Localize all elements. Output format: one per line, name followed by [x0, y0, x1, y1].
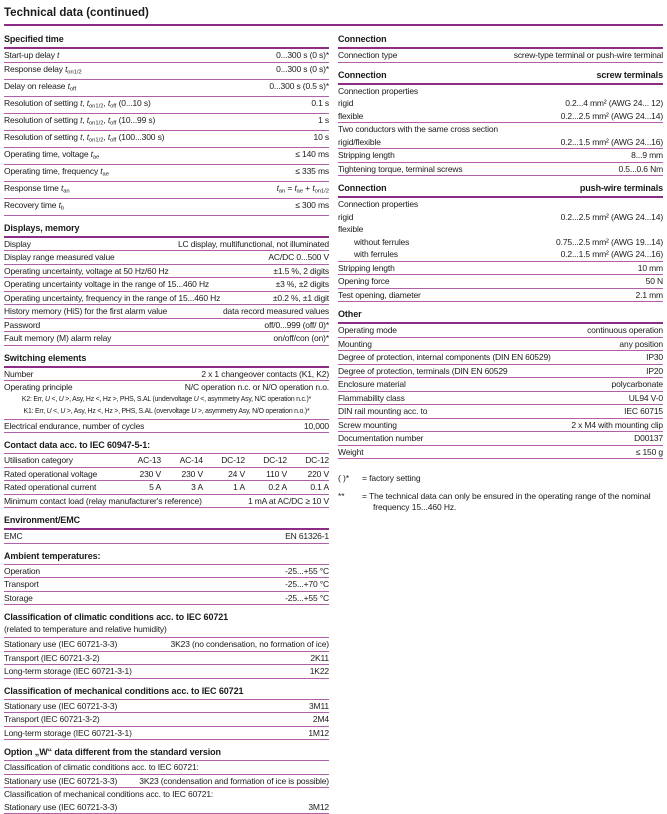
section-subtitle: (related to temperature and relative humidity) — [4, 623, 329, 635]
row-label: Long-term storage (IEC 60721-3-1) — [4, 666, 310, 677]
section-title: Switching elements — [4, 353, 86, 364]
row-value: 3K23 (condensation and formation of ice is possible) — [139, 776, 329, 787]
row-value: 1 mA at AC/DC ≥ 10 V — [248, 496, 329, 507]
spec-row — [338, 136, 663, 150]
spec-row — [338, 446, 663, 460]
section-title: Connection — [338, 70, 387, 81]
row-label: Weight — [338, 447, 636, 458]
row-label: Operating mode — [338, 325, 587, 336]
spec-row — [4, 775, 329, 789]
row-value: ≤ 150 g — [636, 447, 663, 458]
row-label: Connection properties — [338, 86, 663, 97]
section-rows — [4, 761, 329, 814]
section-title-right: push-wire terminals — [580, 183, 663, 194]
row-value: ≤ 335 ms — [295, 166, 329, 177]
row-label: Stationary use (IEC 60721-3-3) — [4, 776, 139, 787]
spec-row — [4, 420, 329, 434]
spec-row — [338, 289, 663, 303]
footnote-factory-setting — [338, 473, 663, 484]
row-label: Transport (IEC 60721-3-2) — [4, 653, 310, 664]
spec-row — [4, 788, 329, 801]
section-head — [338, 68, 663, 85]
row-label: Long-term storage (IEC 60721-3-1) — [4, 728, 308, 739]
section-title: Other — [338, 309, 362, 320]
row-label: History memory (HiS) for the first alarm value — [4, 306, 223, 317]
section-head — [4, 32, 329, 49]
row-label: Stationary use (IEC 60721-3-3) — [4, 701, 309, 712]
section-head — [4, 745, 329, 761]
row-label: Operating time, voltage tae — [4, 149, 295, 163]
row-value: AC/DC 0...500 V — [268, 252, 329, 263]
spec-row — [338, 262, 663, 276]
row-value: ±1.5 %, 2 digits — [273, 266, 329, 277]
section-rows — [4, 700, 329, 741]
section-title: Classification of mechanical conditions acc. to IEC 60721 — [4, 686, 243, 697]
row-label: Response delay ton1/2 — [4, 64, 276, 78]
row-value: 0.2...4 mm² (AWG 24... 12) — [565, 98, 663, 109]
row-value: DC-12 — [203, 455, 245, 466]
spec-row — [4, 319, 329, 333]
row-value: 3K23 (no condensation, no formation of ice) — [171, 639, 329, 650]
footnote-marker: ** — [338, 491, 362, 513]
spec-row — [4, 495, 329, 509]
row-label: Degree of protection, terminals (DIN EN 60529 — [338, 366, 646, 377]
row-value: N/C operation n.c. or N/O operation n.o. — [185, 382, 329, 393]
row-label: Rated operational voltage — [4, 469, 119, 480]
section — [4, 32, 329, 216]
row-value: 1M12 — [308, 728, 329, 739]
section-head — [338, 32, 663, 49]
row-value: 2.1 mm — [636, 290, 663, 301]
section-head — [4, 610, 329, 638]
section-rows — [4, 530, 329, 544]
row-label: Enclosure material — [338, 379, 612, 390]
section-title-row — [4, 747, 329, 758]
section-title: Option „W“ data different from the standard version — [4, 747, 221, 758]
spec-row — [4, 332, 329, 346]
row-label: Mounting — [338, 339, 619, 350]
section — [4, 513, 329, 544]
spec-row — [4, 481, 329, 495]
spec-row — [4, 761, 329, 775]
row-value: 10 s — [314, 132, 329, 143]
row-value: EN 61326-1 — [285, 531, 329, 542]
spec-row — [4, 80, 329, 97]
row-value: 2M4 — [313, 714, 329, 725]
row-label: Transport — [4, 579, 285, 590]
row-value: 2 x M4 with mounting clip — [571, 420, 663, 431]
spec-row: K1: Err, U <, U >, Asy, Hz <, Hz >, PHS, S.AL (overvoltage U >, asymmetry Asy, N/O operation n.o.)* — [4, 406, 329, 420]
section-head — [338, 307, 663, 324]
row-label: Resolution of setting t, ton1/2, toff (0...10 s) — [4, 98, 311, 112]
section-rows — [338, 324, 663, 459]
row-label: Display — [4, 239, 178, 250]
row-value: 230 V — [161, 469, 203, 480]
row-value: 0.1 s — [311, 98, 329, 109]
row-value: IP30 — [646, 352, 663, 363]
row-value: -25...+70 °C — [285, 579, 329, 590]
section-title: Ambient temperatures: — [4, 551, 100, 562]
row-label: Flammability class — [338, 393, 629, 404]
spec-row — [338, 198, 663, 211]
section-head — [4, 513, 329, 530]
row-value: 3M12 — [308, 802, 329, 813]
row-label: Operating principle — [4, 382, 185, 393]
row-label: Operation — [4, 566, 285, 577]
spec-row — [338, 163, 663, 177]
column-left-sections — [4, 32, 329, 814]
row-label: Tightening torque, terminal screws — [338, 164, 619, 175]
section-title-right: screw terminals — [596, 70, 663, 81]
row-value: IP20 — [646, 366, 663, 377]
spec-row — [4, 182, 329, 199]
row-value: tan = tae + ton1/2 — [277, 183, 329, 197]
section — [4, 438, 329, 508]
spec-row — [4, 454, 329, 468]
two-column-layout — [4, 27, 663, 814]
row-value: any position — [619, 339, 663, 350]
row-label: Rated operational current — [4, 482, 119, 493]
row-label: Password — [4, 320, 264, 331]
row-label: Opening force — [338, 276, 646, 287]
row-label: Operating time, frequency tae — [4, 166, 295, 180]
row-label: rigid — [338, 212, 561, 223]
row-label: Test opening, diameter — [338, 290, 636, 301]
row-label: Response time tan — [4, 183, 277, 197]
row-value: data record measured values — [223, 306, 329, 317]
row-value: -25...+55 °C — [285, 566, 329, 577]
row-value: 1 A — [203, 482, 245, 493]
section-rows — [4, 565, 329, 606]
section-rows — [4, 238, 329, 346]
spec-row — [4, 381, 329, 394]
row-value: D00137 — [634, 433, 663, 444]
row-label: Connection type — [338, 50, 514, 61]
row-label: Display range measured value — [4, 252, 268, 263]
spec-row — [4, 578, 329, 592]
footnote-marker: ( )* — [338, 473, 362, 484]
spec-row — [4, 49, 329, 63]
row-value: 10,000 — [304, 421, 329, 432]
section-title-row — [4, 353, 329, 364]
section-head — [4, 221, 329, 238]
row-label: Stationary use (IEC 60721-3-3) — [4, 802, 308, 813]
row-label: Operating uncertainty voltage in the range of 15...460 Hz — [4, 279, 276, 290]
row-label: flexible — [338, 224, 663, 235]
section-title-row — [338, 183, 663, 194]
row-value: AC-14 — [161, 455, 203, 466]
row-value: LC display, multifunctional, not illuminated — [178, 239, 329, 250]
row-label: Operating uncertainty, voltage at 50 Hz/60 Hz — [4, 266, 273, 277]
section-title-row — [338, 70, 663, 81]
section-rows — [4, 49, 329, 216]
footnote-nominal-frequency — [338, 491, 663, 513]
section-title: Connection — [338, 183, 387, 194]
row-value: 0.5...0.6 Nm — [619, 164, 664, 175]
row-label: Storage — [4, 593, 285, 604]
row-label: Number — [4, 369, 201, 380]
spec-row — [338, 378, 663, 392]
section-rows — [338, 198, 663, 302]
section-title-row — [4, 515, 329, 526]
spec-row — [4, 199, 329, 216]
spec-row — [338, 365, 663, 379]
row-label: Recovery time tb — [4, 200, 295, 214]
row-value: 50 N — [646, 276, 663, 287]
section-head — [4, 438, 329, 454]
row-value: ±0.2 %, ±1 digit — [273, 293, 329, 304]
row-value: 2K11 — [310, 653, 329, 664]
row-values — [119, 455, 329, 466]
row-value: 1K22 — [310, 666, 329, 677]
section-title: Environment/EMC — [4, 515, 80, 526]
section-title: Displays, memory — [4, 223, 79, 234]
spec-row — [4, 292, 329, 306]
spec-row — [4, 114, 329, 131]
row-label: Screw mounting — [338, 420, 571, 431]
section — [4, 549, 329, 606]
section-head — [4, 351, 329, 368]
row-label: Stripping length — [338, 150, 631, 161]
spec-row — [338, 149, 663, 163]
spec-row — [338, 351, 663, 365]
spec-row — [4, 638, 329, 652]
row-value: 0.2...2.5 mm² (AWG 24...14) — [561, 212, 663, 223]
row-value: -25...+55 °C — [285, 593, 329, 604]
section — [4, 684, 329, 741]
section-title-row — [4, 34, 329, 45]
row-label: Delay on release toff — [4, 81, 269, 95]
row-label: EMC — [4, 531, 285, 542]
spec-row — [338, 49, 663, 63]
section-title: Connection — [338, 34, 387, 45]
section-rows — [338, 49, 663, 63]
spec-row — [4, 251, 329, 265]
spec-row — [338, 211, 663, 224]
row-value: 0.2 A — [245, 482, 287, 493]
row-label: with ferrules — [338, 249, 561, 260]
section — [338, 307, 663, 459]
row-value: 0.2...1.5 mm² (AWG 24...16) — [561, 137, 663, 148]
spec-row — [338, 236, 663, 249]
section — [4, 351, 329, 434]
section-rows — [4, 368, 329, 434]
spec-row — [4, 165, 329, 182]
column-right — [338, 27, 663, 814]
spec-row — [4, 97, 329, 114]
row-label: DIN rail mounting acc. to — [338, 406, 624, 417]
row-value: 0...300 s (0.5 s)* — [269, 81, 329, 92]
spec-row — [4, 265, 329, 279]
row-value: 3M11 — [309, 701, 329, 712]
spec-row — [338, 248, 663, 262]
row-value: 110 V — [245, 469, 287, 480]
column-left — [4, 27, 329, 814]
row-value: polycarbonate — [612, 379, 663, 390]
row-value: 2 x 1 changeover contacts (K1, K2) — [201, 369, 329, 380]
row-value: continuous operation — [587, 325, 663, 336]
row-label: Utilisation category — [4, 455, 119, 466]
spec-row — [4, 278, 329, 292]
spec-row — [4, 131, 329, 148]
spec-row — [338, 432, 663, 446]
row-label: Stationary use (IEC 60721-3-3) — [4, 639, 171, 650]
row-label: Two conductors with the same cross section — [338, 124, 663, 135]
row-label: Stripping length — [338, 263, 638, 274]
spec-row: K2: Err, U <, U >, Asy, Hz <, Hz >, PHS, S.AL (undervoltage U <, asymmetry Asy, N/C operation n.c.)* — [4, 394, 329, 407]
spec-row — [4, 565, 329, 579]
row-values — [119, 469, 329, 480]
section — [4, 610, 329, 679]
row-label: Classification of mechanical conditions acc. to IEC 60721: — [4, 789, 329, 800]
footnote-text: = factory setting — [362, 473, 663, 484]
row-label: Connection properties — [338, 199, 663, 210]
row-value: off/0...999 (off/ 0)* — [264, 320, 329, 331]
row-value: ±3 %, ±2 digits — [276, 279, 329, 290]
column-right-sections — [338, 32, 663, 459]
row-label: Degree of protection, internal components (DIN EN 60529) — [338, 352, 646, 363]
section-title-row — [4, 612, 329, 623]
row-value: 0.2...2.5 mm² (AWG 24...14) — [561, 111, 663, 122]
row-value: 0...300 s (0 s)* — [276, 64, 329, 75]
section-head — [4, 684, 329, 700]
spec-row — [338, 123, 663, 136]
row-value: ≤ 300 ms — [295, 200, 329, 211]
row-value: 10 mm — [638, 263, 663, 274]
row-label: rigid/flexible — [338, 137, 561, 148]
spec-row — [4, 368, 329, 382]
row-value: 0.2...1.5 mm² (AWG 24...16) — [561, 249, 663, 260]
spec-row — [338, 110, 663, 124]
section-rows — [338, 85, 663, 177]
section-head — [338, 181, 663, 198]
section-title-row — [4, 551, 329, 562]
spec-row — [4, 713, 329, 727]
row-value: ≤ 140 ms — [295, 149, 329, 160]
spec-row — [338, 338, 663, 352]
spec-row — [4, 468, 329, 482]
section-rows — [4, 638, 329, 679]
footnotes — [338, 473, 663, 513]
section-title-row — [4, 223, 329, 234]
row-value: 3 A — [161, 482, 203, 493]
row-value: UL94 V-0 — [629, 393, 663, 404]
row-label: Resolution of setting t, ton1/2, toff (10...99 s) — [4, 115, 318, 129]
spec-row — [338, 85, 663, 98]
section — [338, 181, 663, 302]
spec-row — [4, 652, 329, 666]
spec-row — [338, 324, 663, 338]
spec-row — [4, 801, 329, 814]
row-value: DC-12 — [245, 455, 287, 466]
row-label: Operating uncertainty, frequency in the range of 15...460 Hz — [4, 293, 273, 304]
row-label: rigid — [338, 98, 565, 109]
row-value: 0.1 A — [287, 482, 329, 493]
row-value: 220 V — [287, 469, 329, 480]
footnote-text: = The technical data can only be ensured in the operating range of the nominal frequency 15...460 Hz. — [362, 491, 663, 513]
row-label: Start-up delay t — [4, 50, 276, 61]
section-title-row — [338, 34, 663, 45]
row-value: 230 V — [119, 469, 161, 480]
section-title-row — [4, 440, 329, 451]
row-value: 24 V — [203, 469, 245, 480]
spec-row — [338, 275, 663, 289]
spec-row — [4, 238, 329, 252]
spec-row — [4, 727, 329, 741]
row-value: DC-12 — [287, 455, 329, 466]
spec-row — [4, 148, 329, 165]
row-value: 1 s — [318, 115, 329, 126]
spec-row — [338, 97, 663, 110]
section — [338, 32, 663, 63]
row-value: 0.75...2.5 mm² (AWG 19...14) — [556, 237, 663, 248]
row-label: without ferrules — [338, 237, 556, 248]
spec-row — [4, 592, 329, 606]
spec-row — [338, 419, 663, 433]
row-value: 5 A — [119, 482, 161, 493]
section-head — [4, 549, 329, 565]
row-label: Resolution of setting t, ton1/2, toff (100...300 s) — [4, 132, 314, 146]
row-label: Electrical endurance, number of cycles — [4, 421, 304, 432]
row-value: 0...300 s (0 s)* — [276, 50, 329, 61]
row-label: Fault memory (M) alarm relay — [4, 333, 273, 344]
row-value: 8...9 mm — [631, 150, 663, 161]
row-label: Classification of climatic conditions acc. to IEC 60721: — [4, 762, 329, 773]
page-title: Technical data (continued) — [4, 5, 663, 26]
row-values — [119, 482, 329, 493]
row-label: Transport (IEC 60721-3-2) — [4, 714, 313, 725]
row-value: screw-type terminal or push-wire terminal — [514, 50, 663, 61]
section — [338, 68, 663, 177]
spec-row — [338, 405, 663, 419]
spec-row — [4, 700, 329, 714]
spec-row — [338, 392, 663, 406]
spec-row — [338, 223, 663, 236]
section-title: Contact data acc. to IEC 60947-5-1: — [4, 440, 150, 451]
section — [4, 221, 329, 346]
row-label: flexible — [338, 111, 561, 122]
row-label: Minimum contact load (relay manufacturer's reference) — [4, 496, 248, 507]
spec-row — [4, 305, 329, 319]
row-value: on/off/con (on)* — [273, 333, 329, 344]
section-rows — [4, 454, 329, 508]
spec-row — [4, 530, 329, 544]
spec-row — [4, 665, 329, 679]
spec-row — [4, 63, 329, 80]
row-value: IEC 60715 — [624, 406, 663, 417]
row-value: AC-13 — [119, 455, 161, 466]
section-title-row — [4, 686, 329, 697]
section-title: Specified time — [4, 34, 64, 45]
section — [4, 745, 329, 814]
section-title: Classification of climatic conditions acc. to IEC 60721 — [4, 612, 228, 623]
section-title-row — [338, 309, 663, 320]
row-label: Documentation number — [338, 433, 634, 444]
